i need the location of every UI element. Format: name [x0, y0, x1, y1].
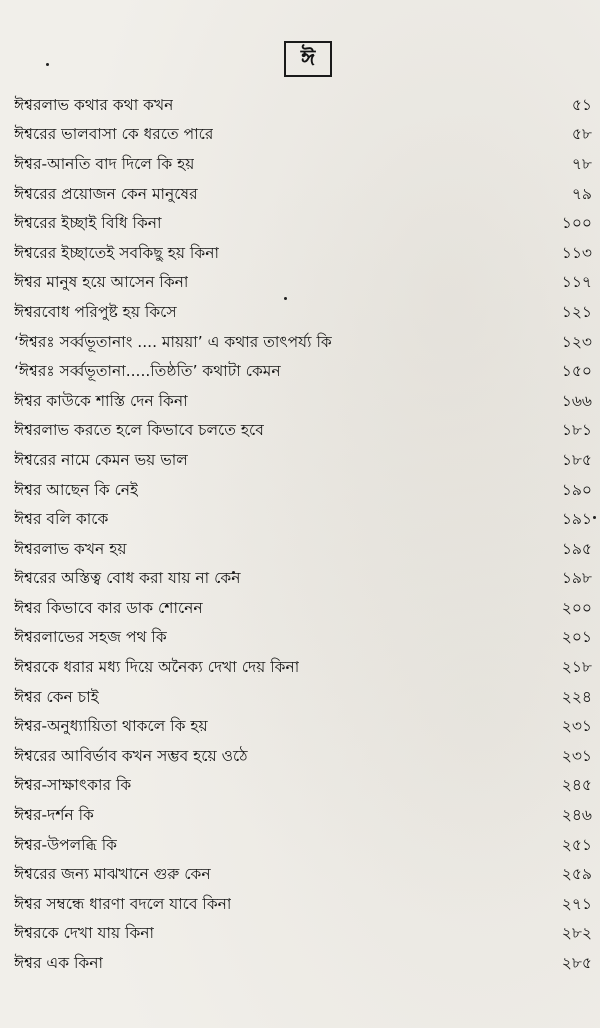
toc-entry [14, 535, 592, 565]
section-letter: ঈ [300, 46, 316, 71]
toc-entry [14, 712, 592, 742]
toc-entry-title: ঈশ্বরলাভ করতে হলে কিভাবে চলতে হবে [14, 421, 264, 440]
toc-entry [14, 653, 592, 683]
toc-entry-title: ঈশ্বরবোধ পরিপুষ্ট হয় কিসে [14, 302, 177, 321]
toc-entry-title: ঈশ্বর কিভাবে কার ডাক শোনেন [14, 598, 203, 617]
toc-entry [14, 298, 592, 328]
toc-entry-page-number: ২৫৯ [561, 865, 592, 884]
toc-entry-page-number: ১৯০ [561, 480, 592, 499]
toc-entry-title: ঈশ্বরের ভালবাসা কে ধরতে পারে [14, 125, 214, 144]
toc-entry [14, 446, 592, 476]
toc-entry-title: ঈশ্বরলাভ কখন হয় [14, 539, 127, 558]
toc-entry-title: ঈশ্বর-অনুধ্যায়িতা থাকলে কি হয় [14, 717, 208, 736]
toc-entry-page-number: ২৩১ [561, 746, 592, 765]
toc-entry [14, 328, 592, 358]
toc-entry-title: ঈশ্বরের নামে কেমন ভয় ভাল [14, 450, 188, 469]
toc-entry [14, 772, 592, 802]
toc-entry-page-number: ২৩১ [561, 717, 592, 736]
stray-dot [593, 516, 596, 519]
toc-entry-title: ঈশ্বর মানুষ হয়ে আসেন কিনা [14, 273, 189, 292]
toc-entry [14, 505, 592, 535]
toc-entry-title: ঈশ্বরের আবির্ভাব কখন সম্ভব হয়ে ওঠে [14, 746, 248, 765]
toc-entry-title: ঈশ্বরের জন্য মাঝখানে গুরু কেন [14, 865, 211, 884]
toc-entry [14, 121, 592, 151]
toc-entry-title: ঈশ্বরকে ধরার মধ্য দিয়ে অনৈক্য দেখা দেয় কিনা [14, 658, 300, 677]
toc-entry [14, 831, 592, 861]
toc-entry-title: ঈশ্বরলাভ কথার কথা কখন [14, 95, 174, 114]
toc-entry-page-number: ১৯৫ [561, 539, 592, 558]
toc-entry-page-number: ২৫১ [561, 835, 592, 854]
toc-entry-title: ঈশ্বর সম্বন্ধে ধারণা বদলে যাবে কিনা [14, 894, 232, 913]
toc-entry-title: ‘ঈশ্বরঃ সর্ব্বভূতানাং .... মায়য়া’ এ কথার তাৎপর্য্য কি [14, 332, 332, 351]
toc-entry [14, 801, 592, 831]
toc-entry-page-number: ১৫০ [561, 362, 592, 381]
toc-entry [14, 209, 592, 239]
toc-entry-title: ঈশ্বরের প্রয়োজন কেন মানুষের [14, 184, 198, 203]
toc-entry-page-number: ২৮৫ [561, 954, 592, 973]
toc-entry [14, 890, 592, 920]
toc-entry-title: ঈশ্বরের ইচ্ছাই বিধি কিনা [14, 214, 162, 233]
toc-entry-page-number: ২৮২ [561, 924, 592, 943]
toc-entry-page-number: ২২৪ [561, 687, 592, 706]
toc-entry [14, 920, 592, 950]
toc-entry [14, 594, 592, 624]
toc-entry [14, 357, 592, 387]
toc-entry [14, 387, 592, 417]
toc-entry-title: ঈশ্বর-উপলব্ধি কি [14, 835, 117, 854]
toc-entry [14, 683, 592, 713]
table-of-contents [14, 91, 592, 979]
toc-entry-page-number: ২১৮ [561, 658, 592, 677]
section-letter-box [284, 41, 332, 77]
toc-entry-title: ঈশ্বর-দর্শন কি [14, 806, 94, 825]
toc-entry-page-number: ১৮১ [561, 421, 592, 440]
toc-entry [14, 742, 592, 772]
toc-entry [14, 239, 592, 269]
toc-entry-title: ঈশ্বর আছেন কি নেই [14, 480, 139, 499]
toc-entry [14, 91, 592, 121]
toc-entry-page-number: ৫৮ [571, 125, 592, 144]
toc-entry-title: ঈশ্বর এক কিনা [14, 954, 104, 973]
toc-entry-title: ঈশ্বর বলি কাকে [14, 510, 109, 529]
toc-entry-page-number: ১১৩ [561, 243, 592, 262]
toc-entry-page-number: ১০০ [561, 214, 592, 233]
toc-entry-page-number: ৭৮ [571, 154, 592, 173]
toc-entry-page-number: ২৭১ [561, 894, 592, 913]
toc-entry-page-number: ২৪৫ [561, 776, 592, 795]
toc-entry [14, 417, 592, 447]
toc-entry-title: ঈশ্বর-আনতি বাদ দিলে কি হয় [14, 154, 195, 173]
stray-dot [46, 63, 49, 66]
toc-entry [14, 860, 592, 890]
toc-entry-title: ঈশ্বর কাউকে শাস্তি দেন কিনা [14, 391, 188, 410]
toc-entry [14, 180, 592, 210]
toc-entry-page-number: ১৬৬ [561, 391, 592, 410]
toc-entry-title: ঈশ্বর কেন চাই [14, 687, 99, 706]
toc-entry-page-number: ১৯৮ [561, 569, 592, 588]
toc-entry-page-number: ২০০ [561, 598, 592, 617]
toc-entry-title: ঈশ্বরের ইচ্ছাতেই সবকিছু হয় কিনা [14, 243, 219, 262]
toc-entry-title: ঈশ্বর-সাক্ষাৎকার কি [14, 776, 132, 795]
toc-entry-title: ঈশ্বরকে দেখা যায় কিনা [14, 924, 155, 943]
toc-entry-title: ঈশ্বরলাভের সহজ পথ কি [14, 628, 167, 647]
toc-entry-page-number: ১৮৫ [561, 450, 592, 469]
toc-entry [14, 476, 592, 506]
toc-entry [14, 269, 592, 299]
toc-entry [14, 624, 592, 654]
toc-entry-title: ‘ঈশ্বরঃ সর্ব্বভূতানা.....তিষ্ঠতি’ কথাটা কেমন [14, 362, 281, 381]
toc-entry-page-number: ২০১ [561, 628, 592, 647]
toc-entry-title: ঈশ্বরের অস্তিত্ব বোধ করা যায় না কেন [14, 569, 241, 588]
toc-entry [14, 150, 592, 180]
toc-entry-page-number: ১২১ [561, 302, 592, 321]
toc-entry-page-number: ১৯১ [561, 510, 592, 529]
toc-entry [14, 949, 592, 979]
toc-entry-page-number: ২৪৬ [561, 806, 592, 825]
toc-entry [14, 565, 592, 595]
toc-entry-page-number: ১১৭ [561, 273, 592, 292]
toc-entry-page-number: ৫১ [571, 95, 592, 114]
toc-entry-page-number: ১২৩ [561, 332, 592, 351]
toc-entry-page-number: ৭৯ [571, 184, 592, 203]
